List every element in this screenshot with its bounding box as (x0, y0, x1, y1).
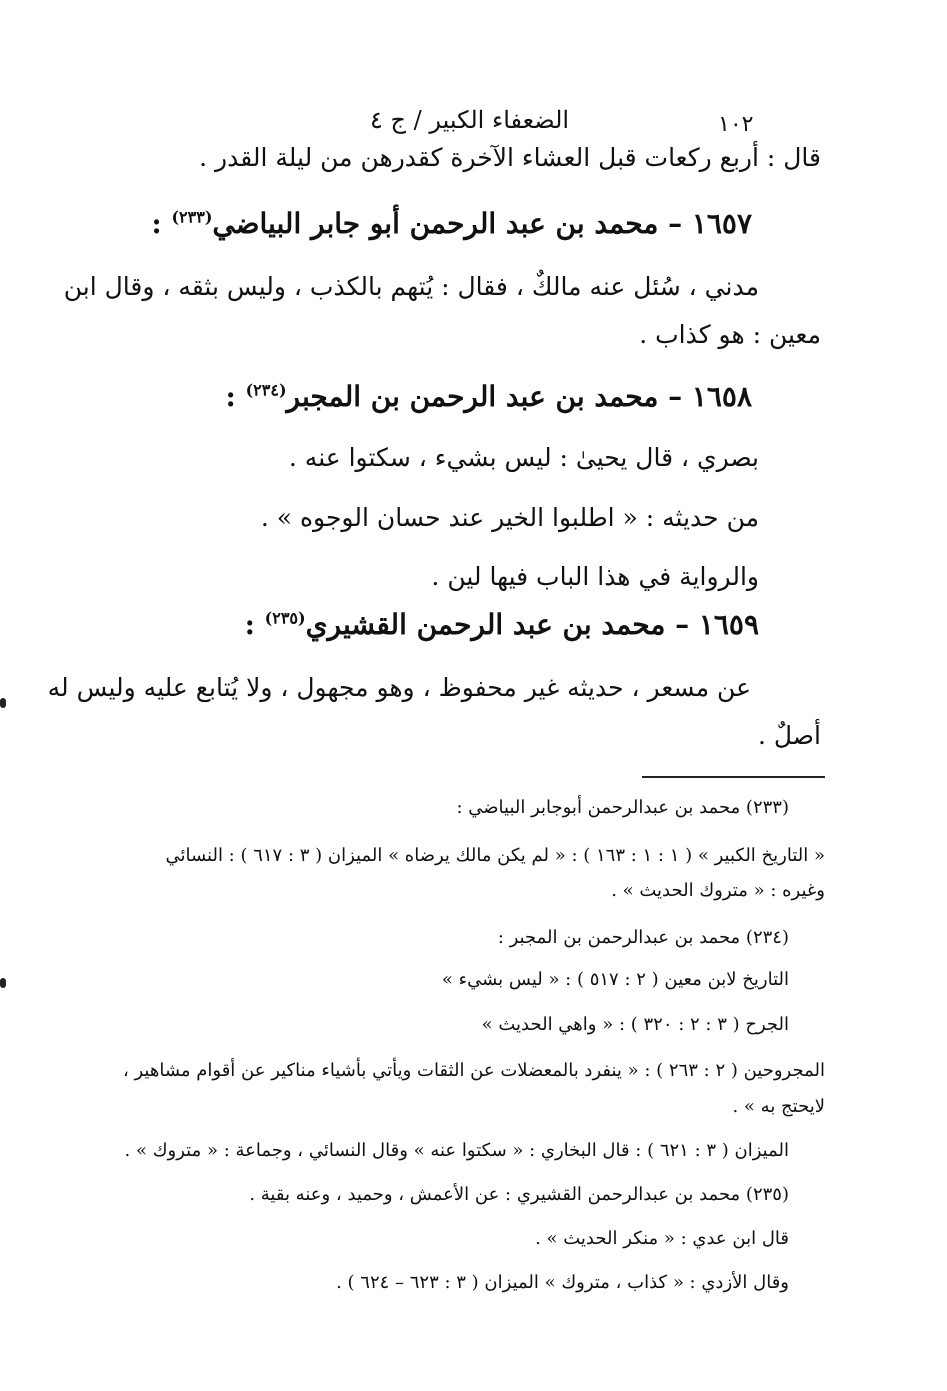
footnote-separator (642, 776, 825, 778)
entry-text-line: من حديثه : « اطلبوا الخير عند حسان الوجوه » . (260, 503, 759, 532)
footnote-line: قال ابن عدي : « منكر الحديث » . (535, 1228, 789, 1249)
entry-text-line: أصلٌ . (757, 721, 821, 750)
intro-line: قال : أربع ركعات قبل العشاء الآخرة كقدرهن من ليلة القدر . (199, 143, 821, 172)
running-title: الضعفاء الكبير / ج ٤ (370, 106, 570, 134)
footnote-line: المجروحين ( ٢ : ٢٦٣ ) : « ينفرد بالمعضلات عن الثقات ويأتي بأشياء مناكير عن أقوام مشاهير ، (122, 1060, 825, 1081)
footnote-line: التاريخ لابن معين ( ٢ : ٥١٧ ) : « ليس بشيء » (441, 969, 789, 990)
footnote-ref: (٢٣٥) (264, 608, 306, 628)
footnote-line: وغيره : « متروك الحديث » . (611, 880, 825, 901)
entry-heading: ١٦٥٩ – محمد بن عبد الرحمن القشيري$^{(٢٣٥)}$ : (244, 608, 759, 641)
entry-heading: ١٦٥٧ – محمد بن عبد الرحمن أبو جابر البياضي$^{(٢٣٣)}$ : (151, 207, 752, 240)
entry-text-line: بصري ، قال يحيىٰ : ليس بشيء ، سكتوا عنه . (288, 443, 759, 472)
footnote-line: الجرح ( ٣ : ٢ : ٣٢٠ ) : « واهي الحديث » (481, 1014, 789, 1035)
footnote-line: لايحتج به » . (732, 1096, 825, 1117)
footnote-line: الميزان ( ٣ : ٦٢١ ) : قال البخاري : « سكتوا عنه » وقال النسائي ، وجماعة : « متروك » . (124, 1140, 789, 1161)
page-number: ١٠٢ (718, 112, 754, 137)
footnote-line: وقال الأزدي : « كذاب ، متروك » الميزان ( ٣ : ٦٢٣ – ٦٢٤ ) . (336, 1272, 789, 1293)
footnote-line: « التاريخ الكبير » ( ١ : ١ : ١٦٣ ) : « لم يكن مالك يرضاه » الميزان ( ٣ : ٦١٧ ) : النسائي (165, 845, 825, 866)
footnote-line: (٢٣٤) محمد بن عبدالرحمن بن المجبر : (497, 927, 789, 948)
entry-text-line: والرواية في هذا الباب فيها لين . (431, 562, 759, 591)
footnote-ref: (٢٣٣) (171, 207, 213, 227)
scan-mark (0, 978, 6, 988)
footnote-line: (٢٣٥) محمد بن عبدالرحمن القشيري : عن الأعمش ، وحميد ، وعنه بقية . (249, 1184, 789, 1205)
scan-mark (0, 698, 6, 708)
entry-heading: ١٦٥٨ – محمد بن عبد الرحمن بن المجبر$^{(٢٣٤)}$ : (225, 380, 752, 413)
entry-text-line: عن مسعر ، حديثه غير محفوظ ، وهو مجهول ، ولا يُتابع عليه وليس له (47, 673, 751, 702)
footnote-ref: (٢٣٤) (245, 380, 287, 400)
footnote-line: (٢٣٣) محمد بن عبدالرحمن أبوجابر البياضي : (456, 797, 789, 818)
entry-text-line: مدني ، سُئل عنه مالكٌ ، فقال : يُتهم بالكذب ، وليس بثقه ، وقال ابن (63, 272, 759, 301)
entry-text-line: معين : هو كذاب . (639, 320, 821, 349)
